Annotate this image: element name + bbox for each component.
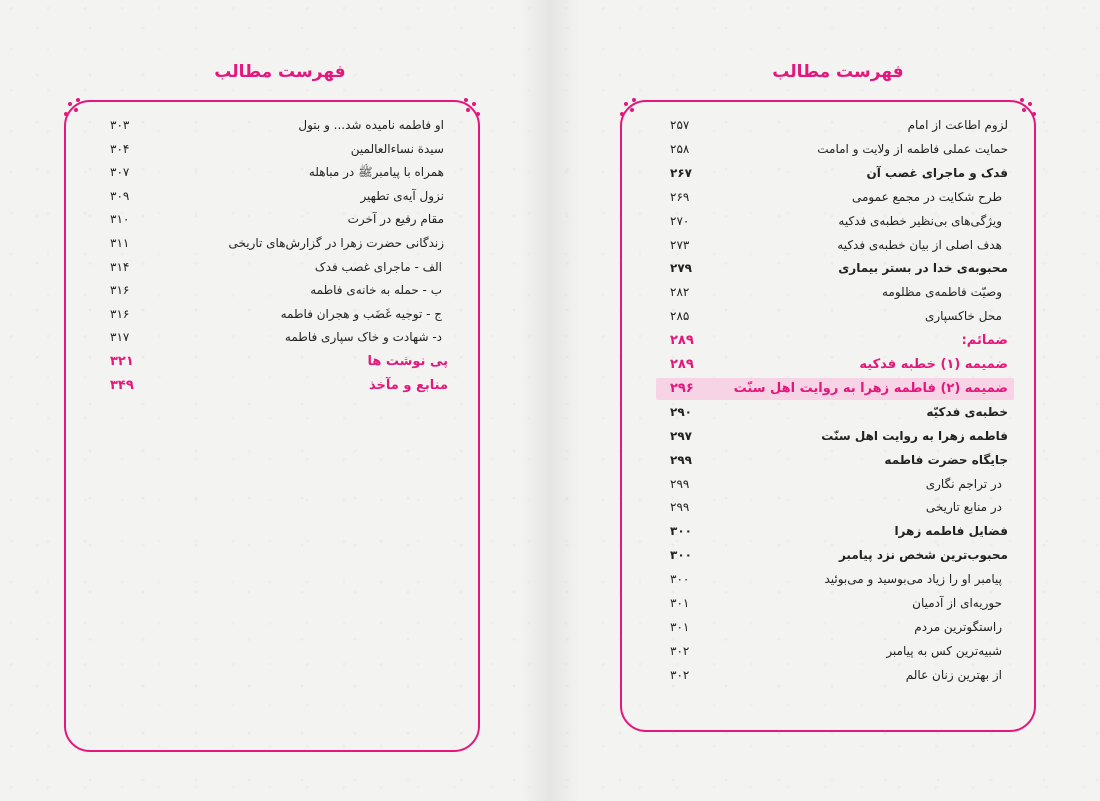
left-page-title: فهرست مطالب	[214, 62, 346, 82]
toc-entry-page-number: ۲۷۳	[670, 237, 690, 252]
toc-entry-title: ب - حمله به خانه‌ی فاطمه	[310, 283, 442, 298]
toc-entry-page-number: ۳۰۰	[670, 524, 692, 539]
toc-entry-title: راستگوترین مردم	[914, 619, 1002, 634]
toc-entry-page-number: ۲۸۲	[670, 285, 690, 300]
toc-entry[interactable]	[560, 524, 1100, 546]
toc-entry-page-number: ۳۱۷	[110, 330, 130, 345]
toc-entry[interactable]	[0, 189, 540, 211]
toc-entry-page-number: ۲۷۹	[670, 261, 692, 276]
toc-entry-title: فضایل فاطمه زهرا	[894, 524, 1008, 539]
toc-entry-title: پیامبر او را زیاد می‌بوسید و می‌بوئید	[824, 572, 1002, 587]
toc-entry[interactable]	[0, 307, 540, 329]
toc-entry[interactable]	[560, 405, 1100, 427]
toc-entry-title: هدف اصلی از بیان خطبه‌ی فدکیه	[837, 237, 1002, 252]
toc-entry-title: همراه با پیامبرﷺ در مباهله	[308, 165, 444, 180]
toc-entry[interactable]	[0, 236, 540, 258]
toc-entry-title: ضمیمه (۲) فاطمه زهرا به روایت اهل سنّت	[733, 380, 1008, 396]
toc-entry[interactable]	[0, 212, 540, 234]
toc-entry-title: سیدة نساءالعالمین	[350, 141, 444, 156]
toc-entry[interactable]	[560, 500, 1100, 522]
toc-entry-page-number: ۲۹۹	[670, 452, 692, 467]
toc-entry[interactable]	[560, 620, 1100, 642]
toc-entry-page-number: ۲۵۷	[670, 118, 690, 132]
toc-entry-page-number: ۲۹۶	[670, 380, 694, 396]
toc-entry-title: خطبه‌ی فدکیّه	[926, 404, 1008, 419]
toc-entry[interactable]	[0, 118, 540, 140]
toc-entry-page-number: ۳۰۷	[110, 165, 130, 180]
toc-entry-title: لزوم اطاعت از امام	[907, 118, 1008, 132]
toc-entry-title: شبیه‌ترین کس به پیامبر	[886, 643, 1002, 658]
toc-entry-page-number: ۳۰۲	[670, 643, 690, 658]
toc-entry[interactable]	[560, 596, 1100, 618]
toc-entry[interactable]	[560, 381, 1100, 403]
toc-entry[interactable]	[560, 261, 1100, 283]
toc-entry-title: محبوبه‌ی خدا در بستر بیماری	[838, 261, 1008, 276]
toc-entry-title: حوریه‌ای از آدمیان	[912, 596, 1002, 610]
toc-entry[interactable]	[560, 190, 1100, 212]
toc-entry-page-number: ۳۰۰	[670, 572, 690, 587]
toc-entry-page-number: ۳۰۲	[670, 667, 690, 682]
toc-entry[interactable]	[560, 166, 1100, 188]
toc-entry[interactable]	[560, 285, 1100, 307]
toc-entry[interactable]	[0, 142, 540, 164]
toc-entry-title: وصیّت فاطمه‌ی مظلومه	[881, 285, 1002, 300]
toc-entry[interactable]	[0, 165, 540, 187]
toc-entry-title: فدک و ماجرای غصب آن	[866, 165, 1008, 180]
toc-entry[interactable]	[560, 477, 1100, 499]
toc-entry-title: جایگاه حضرت فاطمه	[884, 452, 1008, 467]
toc-entry-title: در تراجم نگاری	[925, 476, 1002, 491]
toc-entry-page-number: ۳۰۰	[670, 548, 692, 563]
toc-entry-page-number: ۲۷۰	[670, 213, 690, 228]
toc-entry-page-number: ۲۶۹	[670, 189, 690, 204]
toc-entry[interactable]	[0, 378, 540, 400]
toc-entry-title: ضمیمه (۱) خطبه فدکیه	[859, 357, 1008, 372]
toc-entry[interactable]	[560, 548, 1100, 570]
toc-entry[interactable]	[0, 354, 540, 376]
right-page	[560, 0, 1100, 801]
toc-entry-title: در منابع تاریخی	[925, 500, 1002, 515]
toc-entry[interactable]	[560, 453, 1100, 475]
toc-entry-page-number: ۳۰۱	[670, 596, 690, 610]
toc-entry-page-number: ۲۸۵	[670, 309, 690, 324]
toc-entry-title: نزول آیه‌ی تطهیر	[360, 188, 444, 203]
toc-entry[interactable]	[560, 214, 1100, 236]
toc-entry-page-number: ۲۸۹	[670, 333, 694, 349]
toc-entry-page-number: ۳۰۳	[110, 118, 130, 132]
left-page	[0, 0, 540, 801]
toc-entry-title: ویژگی‌های بی‌نظیر خطبه‌ی فدکیه	[838, 213, 1002, 228]
toc-entry-page-number: ۳۰۱	[670, 619, 690, 634]
toc-entry[interactable]	[560, 333, 1100, 355]
toc-entry-page-number: ۲۹۹	[670, 476, 690, 491]
toc-entry[interactable]	[560, 668, 1100, 690]
toc-entry-title: محل خاکسپاری	[924, 309, 1002, 324]
toc-entry-title: مقام رفیع در آخرت	[347, 212, 444, 227]
toc-entry[interactable]	[560, 142, 1100, 164]
toc-entry-title: طرح شکایت در مجمع عمومی	[852, 189, 1002, 204]
toc-entry-page-number: ۳۱۶	[110, 306, 130, 321]
toc-entry-title: ج - توجیه غَضَب و هجران فاطمه	[280, 306, 442, 321]
toc-entry[interactable]	[560, 357, 1100, 379]
toc-entry-page-number: ۳۱۰	[110, 212, 130, 227]
toc-entry-title: ضمائم:	[961, 333, 1008, 349]
toc-entry-page-number: ۳۱۴	[110, 259, 130, 274]
toc-entry-title: د- شهادت و خاک سپاری فاطمه	[284, 330, 442, 345]
toc-entry-title: از بهترین زنان عالم	[905, 667, 1002, 682]
toc-entry-page-number: ۲۸۹	[670, 357, 694, 372]
toc-entry-title: محبوب‌ترین شخص نزد پیامبر	[838, 548, 1008, 563]
toc-entry-page-number: ۲۹۹	[670, 500, 690, 515]
toc-entry-page-number: ۲۵۸	[670, 141, 690, 156]
right-page-title: فهرست مطالب	[772, 62, 904, 82]
toc-entry[interactable]	[560, 118, 1100, 140]
toc-entry[interactable]	[560, 572, 1100, 594]
toc-entry-title: منابع و مآخذ	[369, 377, 448, 393]
toc-entry-page-number: ۳۰۹	[110, 188, 130, 203]
toc-entry-page-number: ۲۹۷	[670, 428, 692, 443]
toc-entry-title: الف - ماجرای غصب فدک	[314, 259, 442, 274]
toc-entry-page-number: ۳۴۹	[110, 377, 134, 393]
toc-entry-title: فاطمه زهرا به روایت اهل سنّت	[821, 428, 1008, 443]
toc-entry-title: پی نوشت ها	[367, 354, 448, 369]
toc-entry[interactable]	[0, 283, 540, 305]
toc-entry[interactable]	[560, 238, 1100, 260]
toc-entry[interactable]	[0, 260, 540, 282]
toc-entry-page-number: ۳۱۶	[110, 283, 130, 298]
toc-entry-title: زندگانی حضرت زهرا در گزارش‌های تاریخی	[228, 236, 444, 250]
toc-entry-page-number: ۳۲۱	[110, 354, 134, 369]
toc-entry[interactable]	[560, 644, 1100, 666]
toc-entry-title: حمایت عملی فاطمه از ولایت و امامت	[817, 141, 1008, 156]
toc-entry-page-number: ۳۰۴	[110, 141, 130, 156]
toc-entry-page-number: ۲۶۷	[670, 165, 692, 180]
toc-entry-page-number: ۳۱۱	[110, 236, 130, 250]
toc-entry-title: او فاطمه نامیده شد... و بتول	[298, 118, 444, 132]
toc-entry[interactable]	[0, 330, 540, 352]
toc-entry[interactable]	[560, 309, 1100, 331]
toc-entry-page-number: ۲۹۰	[670, 404, 692, 419]
toc-entry[interactable]	[560, 429, 1100, 451]
